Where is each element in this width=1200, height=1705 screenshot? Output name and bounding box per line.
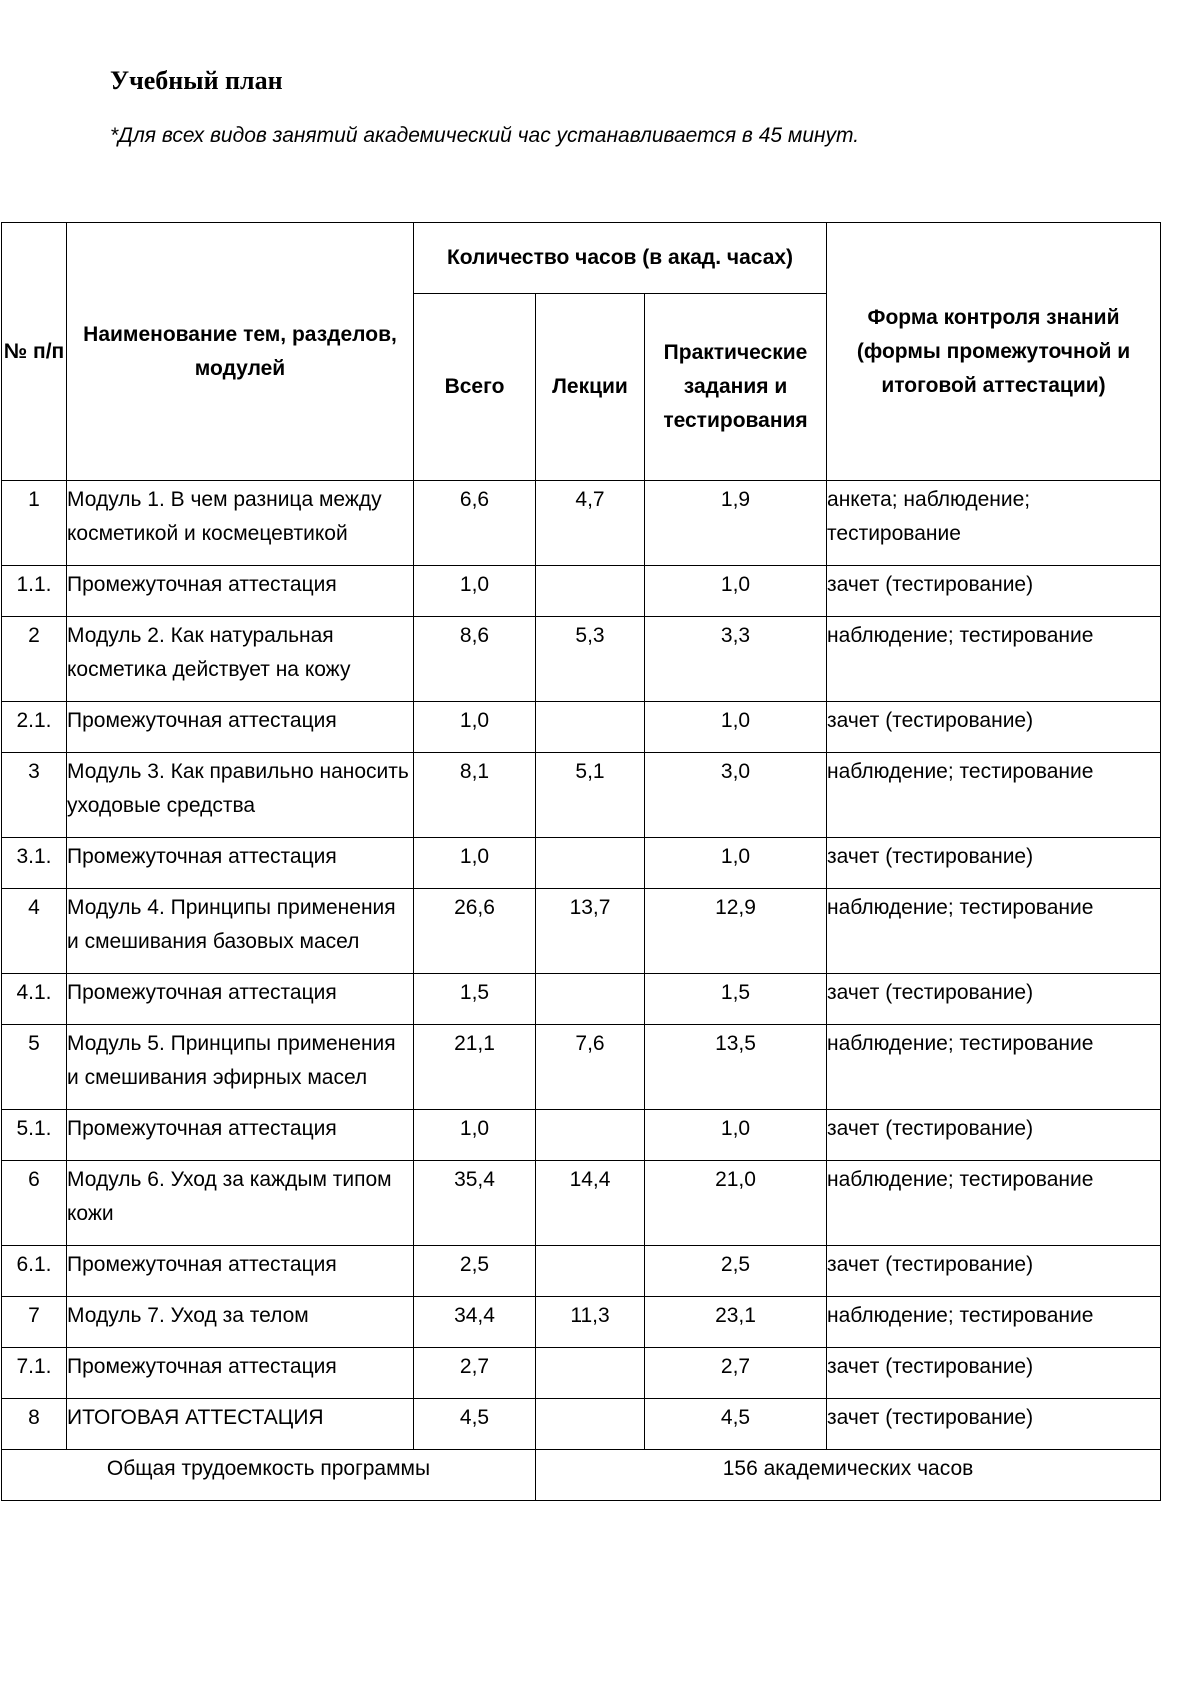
cell-name: Модуль 1. В чем разница между косметикой и космецевтикой <box>67 481 414 566</box>
table-row <box>2 753 1161 838</box>
cell-control-form: зачет (тестирование) <box>827 974 1161 1025</box>
cell-num: 2 <box>2 617 67 702</box>
cell-lectures <box>536 702 645 753</box>
cell-lectures: 13,7 <box>536 889 645 974</box>
academic-hour-note: *Для всех видов занятий академический час устанавливается в 45 минут. <box>110 124 860 147</box>
cell-num: 6.1. <box>2 1246 67 1297</box>
cell-control-form: зачет (тестирование) <box>827 566 1161 617</box>
cell-total: 1,0 <box>414 1110 536 1161</box>
cell-lectures <box>536 1399 645 1450</box>
header-name: Наименование тем, разделов, модулей <box>67 223 414 481</box>
cell-practice: 1,5 <box>645 974 827 1025</box>
cell-name: Модуль 2. Как натуральная косметика действует на кожу <box>67 617 414 702</box>
cell-lectures: 7,6 <box>536 1025 645 1110</box>
cell-name: Модуль 7. Уход за телом <box>67 1297 414 1348</box>
cell-practice: 23,1 <box>645 1297 827 1348</box>
cell-name: Модуль 6. Уход за каждым типом кожи <box>67 1161 414 1246</box>
cell-practice: 21,0 <box>645 1161 827 1246</box>
cell-practice: 1,0 <box>645 838 827 889</box>
cell-control-form: зачет (тестирование) <box>827 702 1161 753</box>
cell-name: Промежуточная аттестация <box>67 566 414 617</box>
cell-name: Промежуточная аттестация <box>67 974 414 1025</box>
table-row <box>2 1399 1161 1450</box>
table-body <box>2 481 1161 1501</box>
cell-lectures <box>536 1246 645 1297</box>
cell-total: 2,7 <box>414 1348 536 1399</box>
cell-practice: 3,3 <box>645 617 827 702</box>
cell-num: 7 <box>2 1297 67 1348</box>
cell-num: 1 <box>2 481 67 566</box>
cell-total: 4,5 <box>414 1399 536 1450</box>
cell-control-form: наблюдение; тестирование <box>827 1297 1161 1348</box>
table-row <box>2 974 1161 1025</box>
cell-lectures: 11,3 <box>536 1297 645 1348</box>
summary-value: 156 академических часов <box>536 1450 1161 1501</box>
cell-name: Модуль 3. Как правильно наносить уходовые средства <box>67 753 414 838</box>
table-row <box>2 566 1161 617</box>
cell-lectures: 5,1 <box>536 753 645 838</box>
cell-total: 1,5 <box>414 974 536 1025</box>
cell-total: 2,5 <box>414 1246 536 1297</box>
cell-name: Промежуточная аттестация <box>67 1348 414 1399</box>
cell-num: 4.1. <box>2 974 67 1025</box>
cell-total: 34,4 <box>414 1297 536 1348</box>
cell-total: 1,0 <box>414 566 536 617</box>
cell-lectures <box>536 1110 645 1161</box>
cell-control-form: наблюдение; тестирование <box>827 1161 1161 1246</box>
cell-control-form: зачет (тестирование) <box>827 1246 1161 1297</box>
header-total: Всего <box>414 294 536 481</box>
header-lectures: Лекции <box>536 294 645 481</box>
table-row <box>2 1348 1161 1399</box>
cell-practice: 2,5 <box>645 1246 827 1297</box>
table-row <box>2 838 1161 889</box>
cell-lectures: 14,4 <box>536 1161 645 1246</box>
summary-label: Общая трудоемкость программы <box>2 1450 536 1501</box>
cell-name: Модуль 5. Принципы применения и смешивания эфирных масел <box>67 1025 414 1110</box>
cell-total: 6,6 <box>414 481 536 566</box>
table-row <box>2 889 1161 974</box>
cell-name: Промежуточная аттестация <box>67 1246 414 1297</box>
cell-control-form: зачет (тестирование) <box>827 1110 1161 1161</box>
cell-lectures <box>536 1348 645 1399</box>
cell-num: 7.1. <box>2 1348 67 1399</box>
cell-control-form: наблюдение; тестирование <box>827 889 1161 974</box>
cell-practice: 1,9 <box>645 481 827 566</box>
table-row <box>2 1297 1161 1348</box>
cell-name: Промежуточная аттестация <box>67 702 414 753</box>
header-practice: Практические задания и тестирования <box>645 294 827 481</box>
table-row <box>2 702 1161 753</box>
cell-num: 4 <box>2 889 67 974</box>
cell-name: Модуль 4. Принципы применения и смешивания базовых масел <box>67 889 414 974</box>
cell-name: Промежуточная аттестация <box>67 1110 414 1161</box>
cell-total: 1,0 <box>414 702 536 753</box>
cell-control-form: наблюдение; тестирование <box>827 617 1161 702</box>
cell-name: ИТОГОВАЯ АТТЕСТАЦИЯ <box>67 1399 414 1450</box>
cell-control-form: зачет (тестирование) <box>827 1399 1161 1450</box>
cell-total: 21,1 <box>414 1025 536 1110</box>
cell-name: Промежуточная аттестация <box>67 838 414 889</box>
curriculum-table <box>1 222 1161 1501</box>
cell-lectures <box>536 974 645 1025</box>
document-title: Учебный план <box>110 66 283 95</box>
cell-lectures: 5,3 <box>536 617 645 702</box>
cell-num: 5.1. <box>2 1110 67 1161</box>
cell-num: 5 <box>2 1025 67 1110</box>
cell-lectures <box>536 566 645 617</box>
cell-num: 2.1. <box>2 702 67 753</box>
table-row <box>2 1246 1161 1297</box>
cell-control-form: наблюдение; тестирование <box>827 753 1161 838</box>
cell-lectures: 4,7 <box>536 481 645 566</box>
table-header <box>2 223 1161 481</box>
cell-control-form: зачет (тестирование) <box>827 1348 1161 1399</box>
cell-practice: 4,5 <box>645 1399 827 1450</box>
header-row-top <box>2 223 1161 294</box>
cell-num: 3 <box>2 753 67 838</box>
header-num: № п/п <box>2 223 67 481</box>
cell-practice: 3,0 <box>645 753 827 838</box>
cell-control-form: наблюдение; тестирование <box>827 1025 1161 1110</box>
cell-total: 8,1 <box>414 753 536 838</box>
cell-practice: 13,5 <box>645 1025 827 1110</box>
table-row <box>2 617 1161 702</box>
table-row <box>2 1025 1161 1110</box>
cell-num: 1.1. <box>2 566 67 617</box>
header-control-form: Форма контроля знаний (формы промежуточной и итоговой аттестации) <box>827 223 1161 481</box>
table-row <box>2 481 1161 566</box>
cell-practice: 12,9 <box>645 889 827 974</box>
table-row <box>2 1161 1161 1246</box>
cell-num: 6 <box>2 1161 67 1246</box>
cell-num: 3.1. <box>2 838 67 889</box>
cell-total: 1,0 <box>414 838 536 889</box>
table-row <box>2 1110 1161 1161</box>
cell-control-form: зачет (тестирование) <box>827 838 1161 889</box>
cell-practice: 2,7 <box>645 1348 827 1399</box>
cell-control-form: анкета; наблюдение; тестирование <box>827 481 1161 566</box>
cell-total: 26,6 <box>414 889 536 974</box>
cell-lectures <box>536 838 645 889</box>
summary-row <box>2 1450 1161 1501</box>
cell-total: 35,4 <box>414 1161 536 1246</box>
cell-practice: 1,0 <box>645 566 827 617</box>
cell-practice: 1,0 <box>645 702 827 753</box>
cell-num: 8 <box>2 1399 67 1450</box>
header-hours-group: Количество часов (в акад. часах) <box>414 223 827 294</box>
cell-total: 8,6 <box>414 617 536 702</box>
cell-practice: 1,0 <box>645 1110 827 1161</box>
